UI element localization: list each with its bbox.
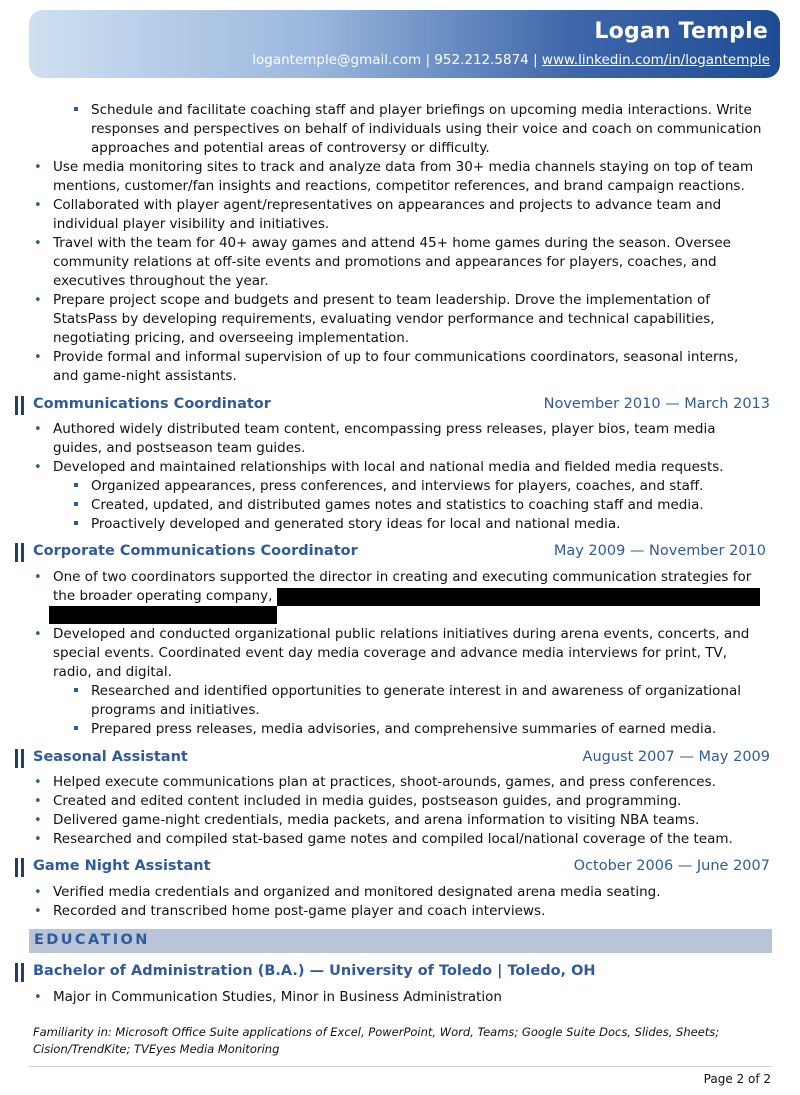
text-line: and game-night assistants.: [53, 368, 237, 384]
familiarity-line: Cision/TrendKite; TVEyes Media Monitoring: [33, 1042, 280, 1056]
text-line: radio, and digital.: [53, 664, 172, 680]
bullet-icon: •: [34, 350, 42, 365]
text-line: Organized appearances, press conferences, and interviews for players, coaches, and staff.: [91, 478, 704, 494]
job-marker-icon: [15, 396, 18, 415]
phone-number: 952.212.5874: [434, 52, 529, 68]
job-dates: November 2010 — March 2013: [543, 396, 770, 412]
email-link[interactable]: logantemple@gmail.com: [252, 52, 422, 68]
job-title: Communications Coordinator: [33, 396, 271, 412]
bullet-icon: •: [34, 460, 42, 475]
bullet-icon: •: [34, 236, 42, 251]
bullet-icon: •: [34, 775, 42, 790]
separator: |: [421, 52, 435, 68]
job-marker-icon: [15, 749, 18, 768]
text-line: Created and edited content included in media guides, postseason guides, and programming.: [53, 793, 682, 809]
text-line: individual player visibility and initiatives.: [53, 216, 330, 232]
job-marker-icon: [15, 963, 18, 982]
bullet-icon: •: [34, 904, 42, 919]
text-line: Developed and conducted organizational public relations initiatives during arena events, concerts, and: [53, 626, 750, 642]
job-dates: October 2006 — June 2007: [573, 858, 770, 874]
text-line: Prepared press releases, media advisories, and comprehensive summaries of earned media.: [91, 721, 717, 737]
job-marker-icon: [21, 749, 24, 768]
bullet-icon: •: [34, 198, 42, 213]
text-line: responses and perspectives on behalf of individuals using their voice and coach on communication: [91, 121, 762, 137]
text-line: Major in Communication Studies, Minor in Business Administration: [53, 989, 502, 1005]
job-marker-icon: [21, 963, 24, 982]
bullet-icon: •: [34, 813, 42, 828]
job-marker-icon: [21, 543, 24, 562]
sub-bullet-icon: [74, 107, 78, 111]
text-line: Developed and maintained relationships with local and national media and fielded media requests.: [53, 459, 724, 475]
sub-bullet-icon: [74, 726, 78, 730]
text-line: programs and initiatives.: [91, 702, 260, 718]
redaction-box: [277, 588, 760, 606]
job-marker-icon: [15, 543, 18, 562]
bullet-icon: •: [34, 293, 42, 308]
bullet-icon: •: [34, 990, 42, 1005]
text-line: Researched and compiled stat-based game notes and compiled local/national coverage of the team.: [53, 831, 733, 847]
text-line: Authored widely distributed team content, encompassing press releases, player bios, team media: [53, 421, 716, 437]
bullet-icon: •: [34, 794, 42, 809]
section-heading-education: EDUCATION: [34, 932, 150, 948]
candidate-name: Logan Temple: [594, 19, 768, 44]
sub-bullet-icon: [74, 483, 78, 487]
job-dates: August 2007 — May 2009: [582, 749, 770, 765]
job-title: Seasonal Assistant: [33, 749, 188, 765]
text-line: Provide formal and informal supervision of up to four communications coordinators, seasonal interns,: [53, 349, 739, 365]
text-line: Recorded and transcribed home post-game player and coach interviews.: [53, 903, 546, 919]
redaction-box: [49, 606, 277, 624]
job-title: Game Night Assistant: [33, 858, 211, 874]
text-line: Schedule and facilitate coaching staff and player briefings on upcoming media interactions. Write: [91, 102, 752, 118]
contact-line: [252, 52, 770, 68]
text-line: Collaborated with player agent/representatives on appearances and projects to advance team and: [53, 197, 722, 213]
job-marker-icon: [15, 858, 18, 877]
bullet-icon: •: [34, 627, 42, 642]
section-heading-band: [29, 929, 772, 953]
text-line: Delivered game-night credentials, media packets, and arena information to visiting NBA teams.: [53, 812, 700, 828]
familiarity-line: Familiarity in: Microsoft Office Suite applications of Excel, PowerPoint, Word, Teams; Google Suite Docs, Slides, Sheets;: [33, 1025, 720, 1039]
bullet-icon: •: [34, 422, 42, 437]
text-line: special events. Coordinated event day media coverage and advance media interviews for print, TV,: [53, 645, 728, 661]
bullet-icon: •: [34, 160, 42, 175]
job-marker-icon: [21, 858, 24, 877]
text-line: Created, updated, and distributed games notes and statistics to coaching staff and media.: [91, 497, 704, 513]
text-line: Helped execute communications plan at practices, shoot-arounds, games, and press conferences.: [53, 774, 716, 790]
text-line: One of two coordinators supported the director in creating and executing communication strategies for: [53, 569, 752, 585]
text-line: Prepare project scope and budgets and present to team leadership. Drove the implementation of: [53, 292, 710, 308]
text-line: Verified media credentials and organized and monitored designated arena media seating.: [53, 884, 661, 900]
sub-bullet-icon: [74, 688, 78, 692]
bullet-icon: •: [34, 832, 42, 847]
sub-bullet-icon: [74, 521, 78, 525]
resume-header: [29, 10, 780, 78]
bullet-icon: •: [34, 885, 42, 900]
linkedin-link[interactable]: www.linkedin.com/in/logantemple: [541, 52, 770, 68]
text-line: StatsPass by developing requirements, evaluating vendor performance and technical capabilities,: [53, 311, 715, 327]
job-title: Corporate Communications Coordinator: [33, 543, 358, 559]
text-line: Researched and identified opportunities to generate interest in and awareness of organizational: [91, 683, 742, 699]
bullet-icon: •: [34, 570, 42, 585]
text-line: negotiating pricing, and overseeing implementation.: [53, 330, 410, 346]
text-line: approaches and potential areas of controversy or difficulty.: [91, 140, 490, 156]
text-line: Use media monitoring sites to track and analyze data from 30+ media channels staying on top of team: [53, 159, 754, 175]
text-line: executives throughout the year.: [53, 273, 269, 289]
text-line: community relations at off-site events and promotions and appearances for players, coaches, and: [53, 254, 717, 270]
job-marker-icon: [21, 396, 24, 415]
separator: |: [528, 52, 542, 68]
text-line: guides, and postseason team guides.: [53, 440, 306, 456]
degree-title: Bachelor of Administration (B.A.) — University of Toledo | Toledo, OH: [33, 963, 596, 979]
job-dates: May 2009 — November 2010: [553, 543, 766, 559]
text-line: mentions, customer/fan insights and reactions, competitor references, and brand campaign reactions.: [53, 178, 745, 194]
footer-divider: [29, 1066, 772, 1067]
text-line: Proactively developed and generated story ideas for local and national media.: [91, 516, 621, 532]
text-line: Travel with the team for 40+ away games and attend 45+ home games during the season. Oversee: [53, 235, 731, 251]
page-number: Page 2 of 2: [703, 1072, 771, 1086]
sub-bullet-icon: [74, 502, 78, 506]
text-line: the broader operating company,: [53, 588, 273, 604]
